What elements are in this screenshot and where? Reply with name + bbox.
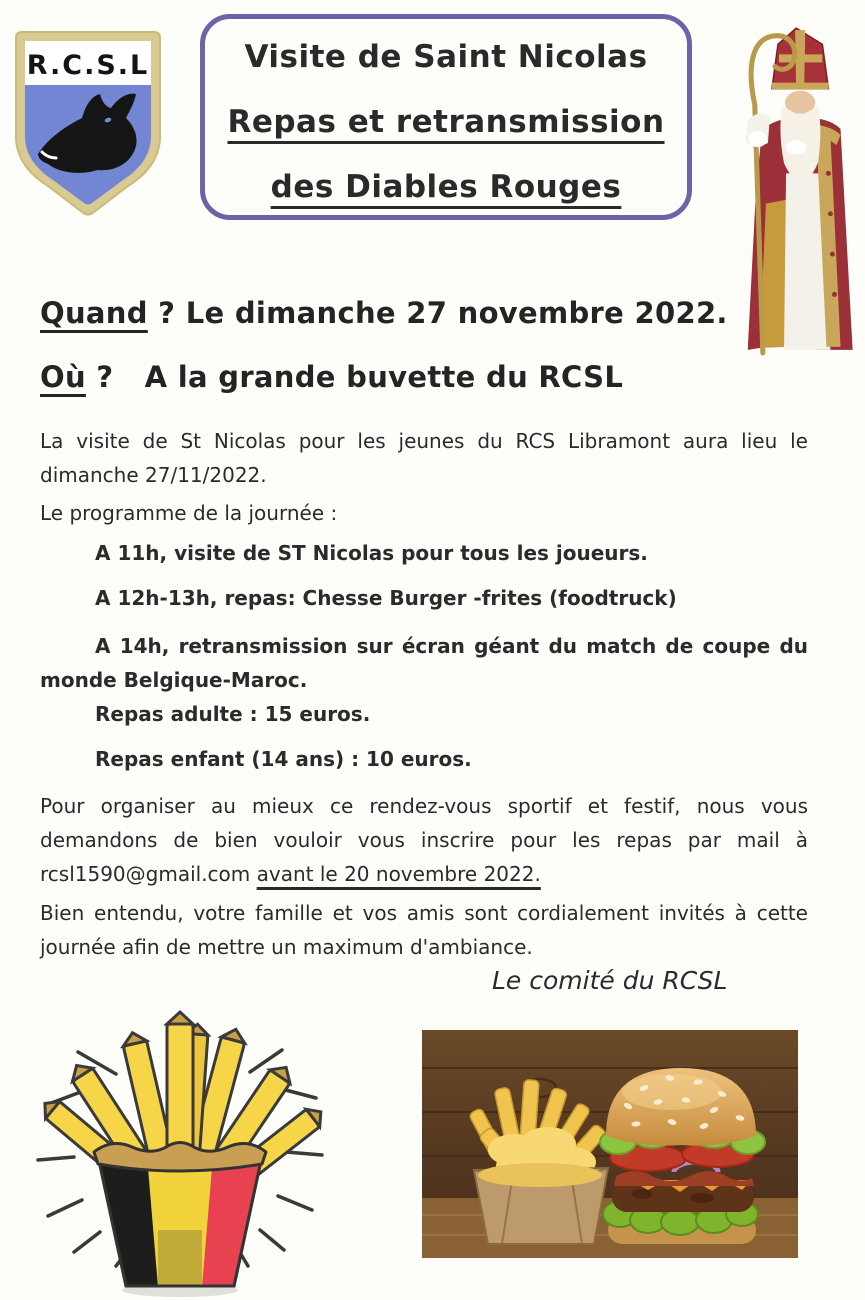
title-line-1: Visite de Saint Nicolas (244, 39, 648, 75)
when-label: Quand (40, 296, 148, 330)
registration-paragraph (40, 789, 815, 891)
burger-fries-photo (422, 1030, 798, 1258)
program-item-2: A 12h-13h, repas: Chesse Burger -frites (foodtruck) (95, 586, 677, 610)
mitre-band (772, 83, 828, 90)
stole-dot (828, 211, 833, 216)
registration-deadline: avant le 20 novembre 2022. (256, 862, 541, 886)
program-item-1: A 11h, visite de ST Nicolas pour tous les joueurs. (95, 541, 648, 565)
when-text: ? Le dimanche 27 novembre 2022. (147, 296, 728, 330)
program-heading: Le programme de la journée : (40, 501, 338, 525)
when-line (40, 296, 728, 330)
photo-burger (600, 1068, 765, 1244)
stole-dot (830, 252, 835, 257)
title-line-2: Repas et retransmission (227, 104, 665, 140)
where-label: Où (40, 360, 86, 394)
mitre-cross-h (779, 54, 822, 62)
glove (749, 131, 767, 147)
intro-paragraph: La visite de St Nicolas pour les jeunes du RCS Libramont aura lieu le dimanche 27/11/2022. (40, 429, 815, 487)
glove-right (786, 140, 806, 154)
where-text: ? A la grande buvette du RCSL (85, 360, 624, 394)
stole-dot (826, 171, 831, 176)
stole-dot (832, 292, 837, 297)
closing-paragraph: Bien entendu, votre famille et vos amis sont cordialement invités à cette journée afin de mettre un maximum d'ambiance. (40, 901, 815, 959)
signature: Le comité du RCSL (492, 966, 728, 995)
belgian-cup (94, 1143, 266, 1288)
title-line-3: des Diables Rouges (270, 169, 622, 205)
price-child: Repas enfant (14 ans) : 10 euros. (95, 747, 472, 771)
belgian-fries-illustration (20, 1000, 340, 1298)
rcsl-logo (8, 26, 168, 222)
where-line (40, 360, 623, 394)
program-item-3: A 14h, retransmission sur écran géant du match de coupe du monde Belgique-Maroc. (40, 634, 815, 692)
title-box (200, 14, 692, 220)
logo-text: R.C.S.L (26, 50, 150, 81)
price-adult: Repas adulte : 15 euros. (95, 702, 371, 726)
registration-text: Pour organiser au mieux ce rendez-vous sportif et festif, nous vous demandons de bien vouloir vous inscrire pour les repas par mail à rcsl1590@gmail.com (40, 794, 815, 886)
